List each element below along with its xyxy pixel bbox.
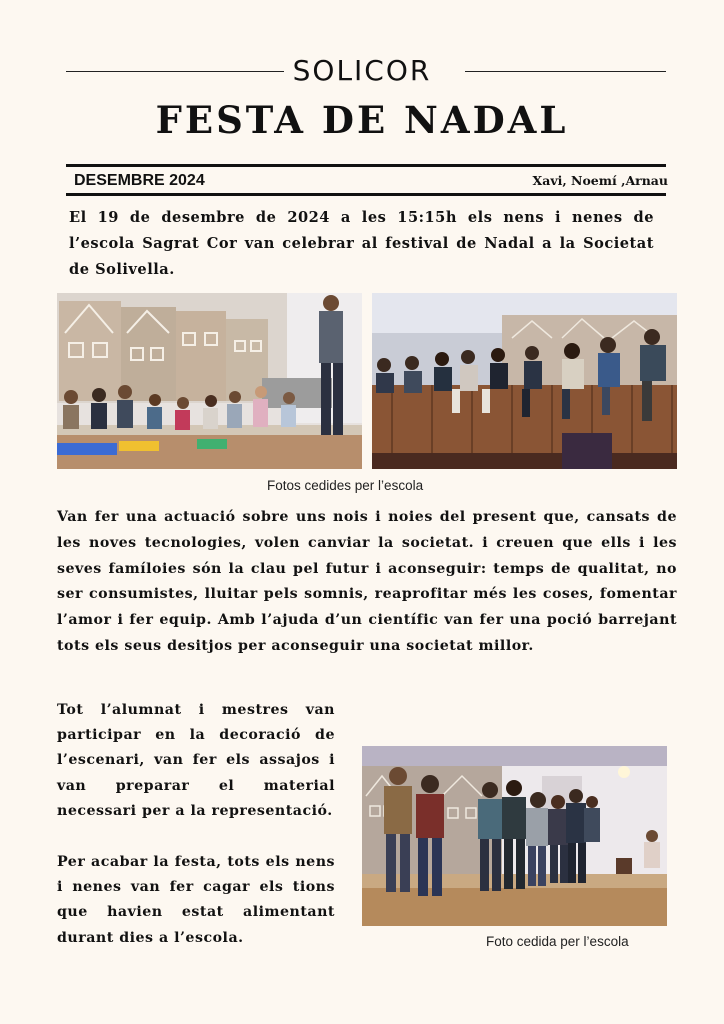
band-rule-top bbox=[66, 164, 666, 167]
left-paragraph-1: Tot l’alumnat i mestres van participar en la decoració de l’escenari, van fer els assajos i van preparar el material necessari per a la representació. bbox=[57, 702, 335, 819]
masthead: SOLICOR bbox=[292, 54, 432, 87]
photo-children-standing bbox=[362, 746, 667, 926]
authors: Xavi, Noemí ,Arnau bbox=[532, 173, 668, 188]
issue-date: DESEMBRE 2024 bbox=[74, 172, 205, 189]
photo-stage-children bbox=[57, 293, 362, 469]
body-paragraph: Van fer una actuació sobre uns nois i noies del present que, cansats de les noves tecnologies, volen canviar la societat. i creuen que ells i les seves famíloies són la clau pel futur i aconseguir: temps de qualitat, no ser consumistes, lluitar pels somnis, reaprofitar més les coses, fomentar l’amor i fer equip. Amb l’ajuda d’un científic van fer una poció barrejant tots els seus desitjos per aconseguir una societat millor. bbox=[57, 509, 677, 654]
caption-top-photos: Fotos cedides per l’escola bbox=[267, 478, 424, 493]
page-title: FESTA DE NADAL bbox=[155, 98, 569, 142]
caption-bottom-photo: Foto cedida per l’escola bbox=[486, 934, 629, 949]
photo-stage-older-students bbox=[372, 293, 677, 469]
intro-paragraph: El 19 de desembre de 2024 a les 15:15h els nens i nenes de l’escola Sagrat Cor van celebrar al festival de Nadal a la Societat de Solivella. bbox=[69, 209, 654, 278]
band-rule-bottom bbox=[66, 193, 666, 196]
left-paragraph-2: Per acabar la festa, tots els nens i nenes van fer cagar els tions que havien estat alimentant durant dies a l’escola. bbox=[57, 854, 335, 946]
